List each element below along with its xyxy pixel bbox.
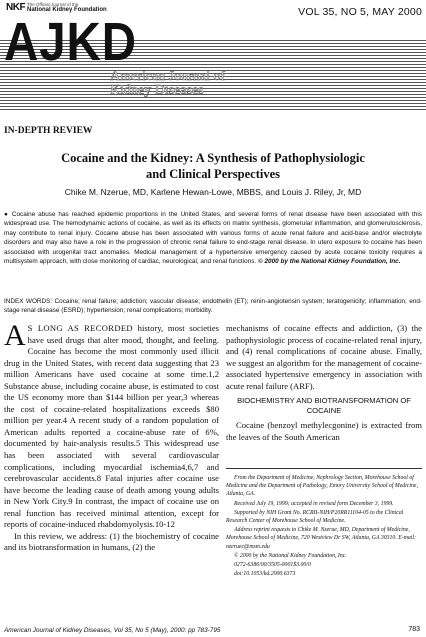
page-footer: American Journal of Kidney Diseases, Vol 35, No 5 (May), 2000: pp 783-795 bbox=[4, 627, 221, 634]
body-column-left bbox=[4, 319, 219, 554]
title-line1: Cocaine and the Kidney: A Synthesis of Pathophysiologic bbox=[61, 151, 365, 165]
subsection-heading: BIOCHEMISTRY AND BIOTRANSFORMATION OF COCAINE bbox=[237, 396, 411, 416]
footnotes bbox=[226, 474, 422, 579]
page-number: 783 bbox=[408, 626, 420, 633]
journal-name-line1: American Journal of bbox=[110, 69, 226, 84]
journal-abbrev: AJKD bbox=[4, 12, 137, 72]
org-small-caption: The Official Journal of the bbox=[27, 2, 79, 7]
article-title bbox=[0, 150, 426, 182]
body-paragraph-3: mechanisms of cocaine effects and addiction, (3) the pathophysiologic process of cocaine-related renal injury, and (4) renal complications of cocaine abuse. Finally, we suggest an algorithm for the management of cocaine-associated hypertensive emergency in association with acute renal failure (ARF). bbox=[226, 323, 422, 391]
abstract-text: ● Cocaine abuse has reached epidemic proportions in the United States, and several forms of renal disease have been associated with this widespread use. The hemodynamic actions of cocaine, as well as its effects on matrix synthesis, glomerular inflammation, and glomerulosclerosis, may contribute to renal injury. Cocaine abuse has been associated with various forms of acute renal failure and acid-base and/or electrolyte disorders and may also have a role in the progression of chronic renal failure to end-stage renal disease. In utero exposure to cocaine has been associated with urogenital tract anomalies. Medical management of a hypertensive emergency caused by acute cocaine toxicity requires a multisystem approach, with close monitoring of cardiac, neurological, and renal functions. bbox=[4, 211, 422, 266]
journal-name-line2: Kidney Diseases bbox=[110, 83, 204, 98]
body-text: history, most societies have used drugs that alter mood, thought, and feeling. Cocaine has become the most commonly used illicit drug in the United States, with recent data suggesting that 23 million Americans have used cocaine at some time.1,2 Substance abuse, including cocaine abuse, is estimated to cost the US economy more than $144 billion per year,3 whereas the cost of cocaine-related hospitalizations exceeds $80 million per year.4 A recent study of a random population of American adults reported a cocaine-abuse rate of 6%, documented by hair-analysis results.5 This widespread use has been associated with several cardiovascular complications, including myocardial ischemia4,6,7 and cerebrovascular accidents.8 Fatal injuries after cocaine use have become the leading cause of death among young adults in New York City.9 In contrast, the impact of cocaine use on renal function has received minimal attention, except for reports of cocaine-induced rhabdomyolysis.10-12 bbox=[4, 323, 219, 530]
author-list: Chike M. Nzerue, MD, Karlene Hewan-Lowe, MBBS, and Louis J. Riley, Jr, MD bbox=[64, 187, 362, 197]
index-words: INDEX WORDS: Cocaine; renal failure; addiction; vascular disease; endothelin (ET); renin-angiotensin system; teratogenicity; inflammation; end-stage renal disease (ESRD); hypertension; renal complications; morbidity. bbox=[4, 298, 422, 315]
journal-name bbox=[110, 70, 225, 98]
nkf-logo: NKF bbox=[6, 2, 26, 13]
org-name: National Kidney Foundation bbox=[27, 7, 107, 13]
body-paragraph-1 bbox=[4, 319, 219, 531]
footnote-divider bbox=[226, 468, 422, 469]
footnote-doi: doi:10.1053/kd.2000.6373 bbox=[234, 571, 296, 578]
drop-cap: A bbox=[4, 319, 26, 352]
body-paragraph-4: Cocaine (benzoyl methylecgonine) is extracted from the leaves of the South American bbox=[226, 420, 422, 442]
footnote-copyright: © 2000 by the National Kidney Foundation, Inc. bbox=[234, 552, 347, 559]
lead-in: S LONG AS RECORDED bbox=[27, 323, 133, 333]
body-column-right bbox=[226, 323, 422, 443]
footnote-affiliation: From the Department of Medicine, Nephrology Section, Morehouse School of Medicine and the Department of Pathology, Emory University School of Medicine, Atlanta, GA. bbox=[226, 475, 418, 498]
abstract bbox=[4, 210, 422, 266]
volume-issue: VOL 35, NO 5, MAY 2000 bbox=[298, 6, 422, 18]
footnote-reprints: Address reprint requests to Chike M. Nzerue, MD, Department of Medicine, Morehouse School of Medicine, 720 Westview Dr SW, Atlanta, GA 30310. E-mail: nzeruec@msm.edu bbox=[226, 527, 416, 550]
footnote-support: Supported by NIH Grant No. RCRII-NIH/P20RR11104-05 to the Clinical Research Center of Morehouse School of Medicine. bbox=[226, 509, 404, 525]
footnote-issn: 0272-6386/00/3505-0001$3.00/0 bbox=[234, 562, 311, 569]
body-paragraph-2: In this review, we address: (1) the biochemistry of cocaine and its biotransformation in humans, (2) the bbox=[4, 530, 219, 553]
section-heading: IN-DEPTH REVIEW bbox=[4, 126, 93, 136]
title-line2: and Clinical Perspectives bbox=[145, 167, 280, 181]
footnote-received: Received July 19, 1999; accepted in revised form December 3, 1999. bbox=[234, 500, 394, 507]
abstract-copyright: © 2000 by the National Kidney Foundation, Inc. bbox=[257, 258, 401, 266]
